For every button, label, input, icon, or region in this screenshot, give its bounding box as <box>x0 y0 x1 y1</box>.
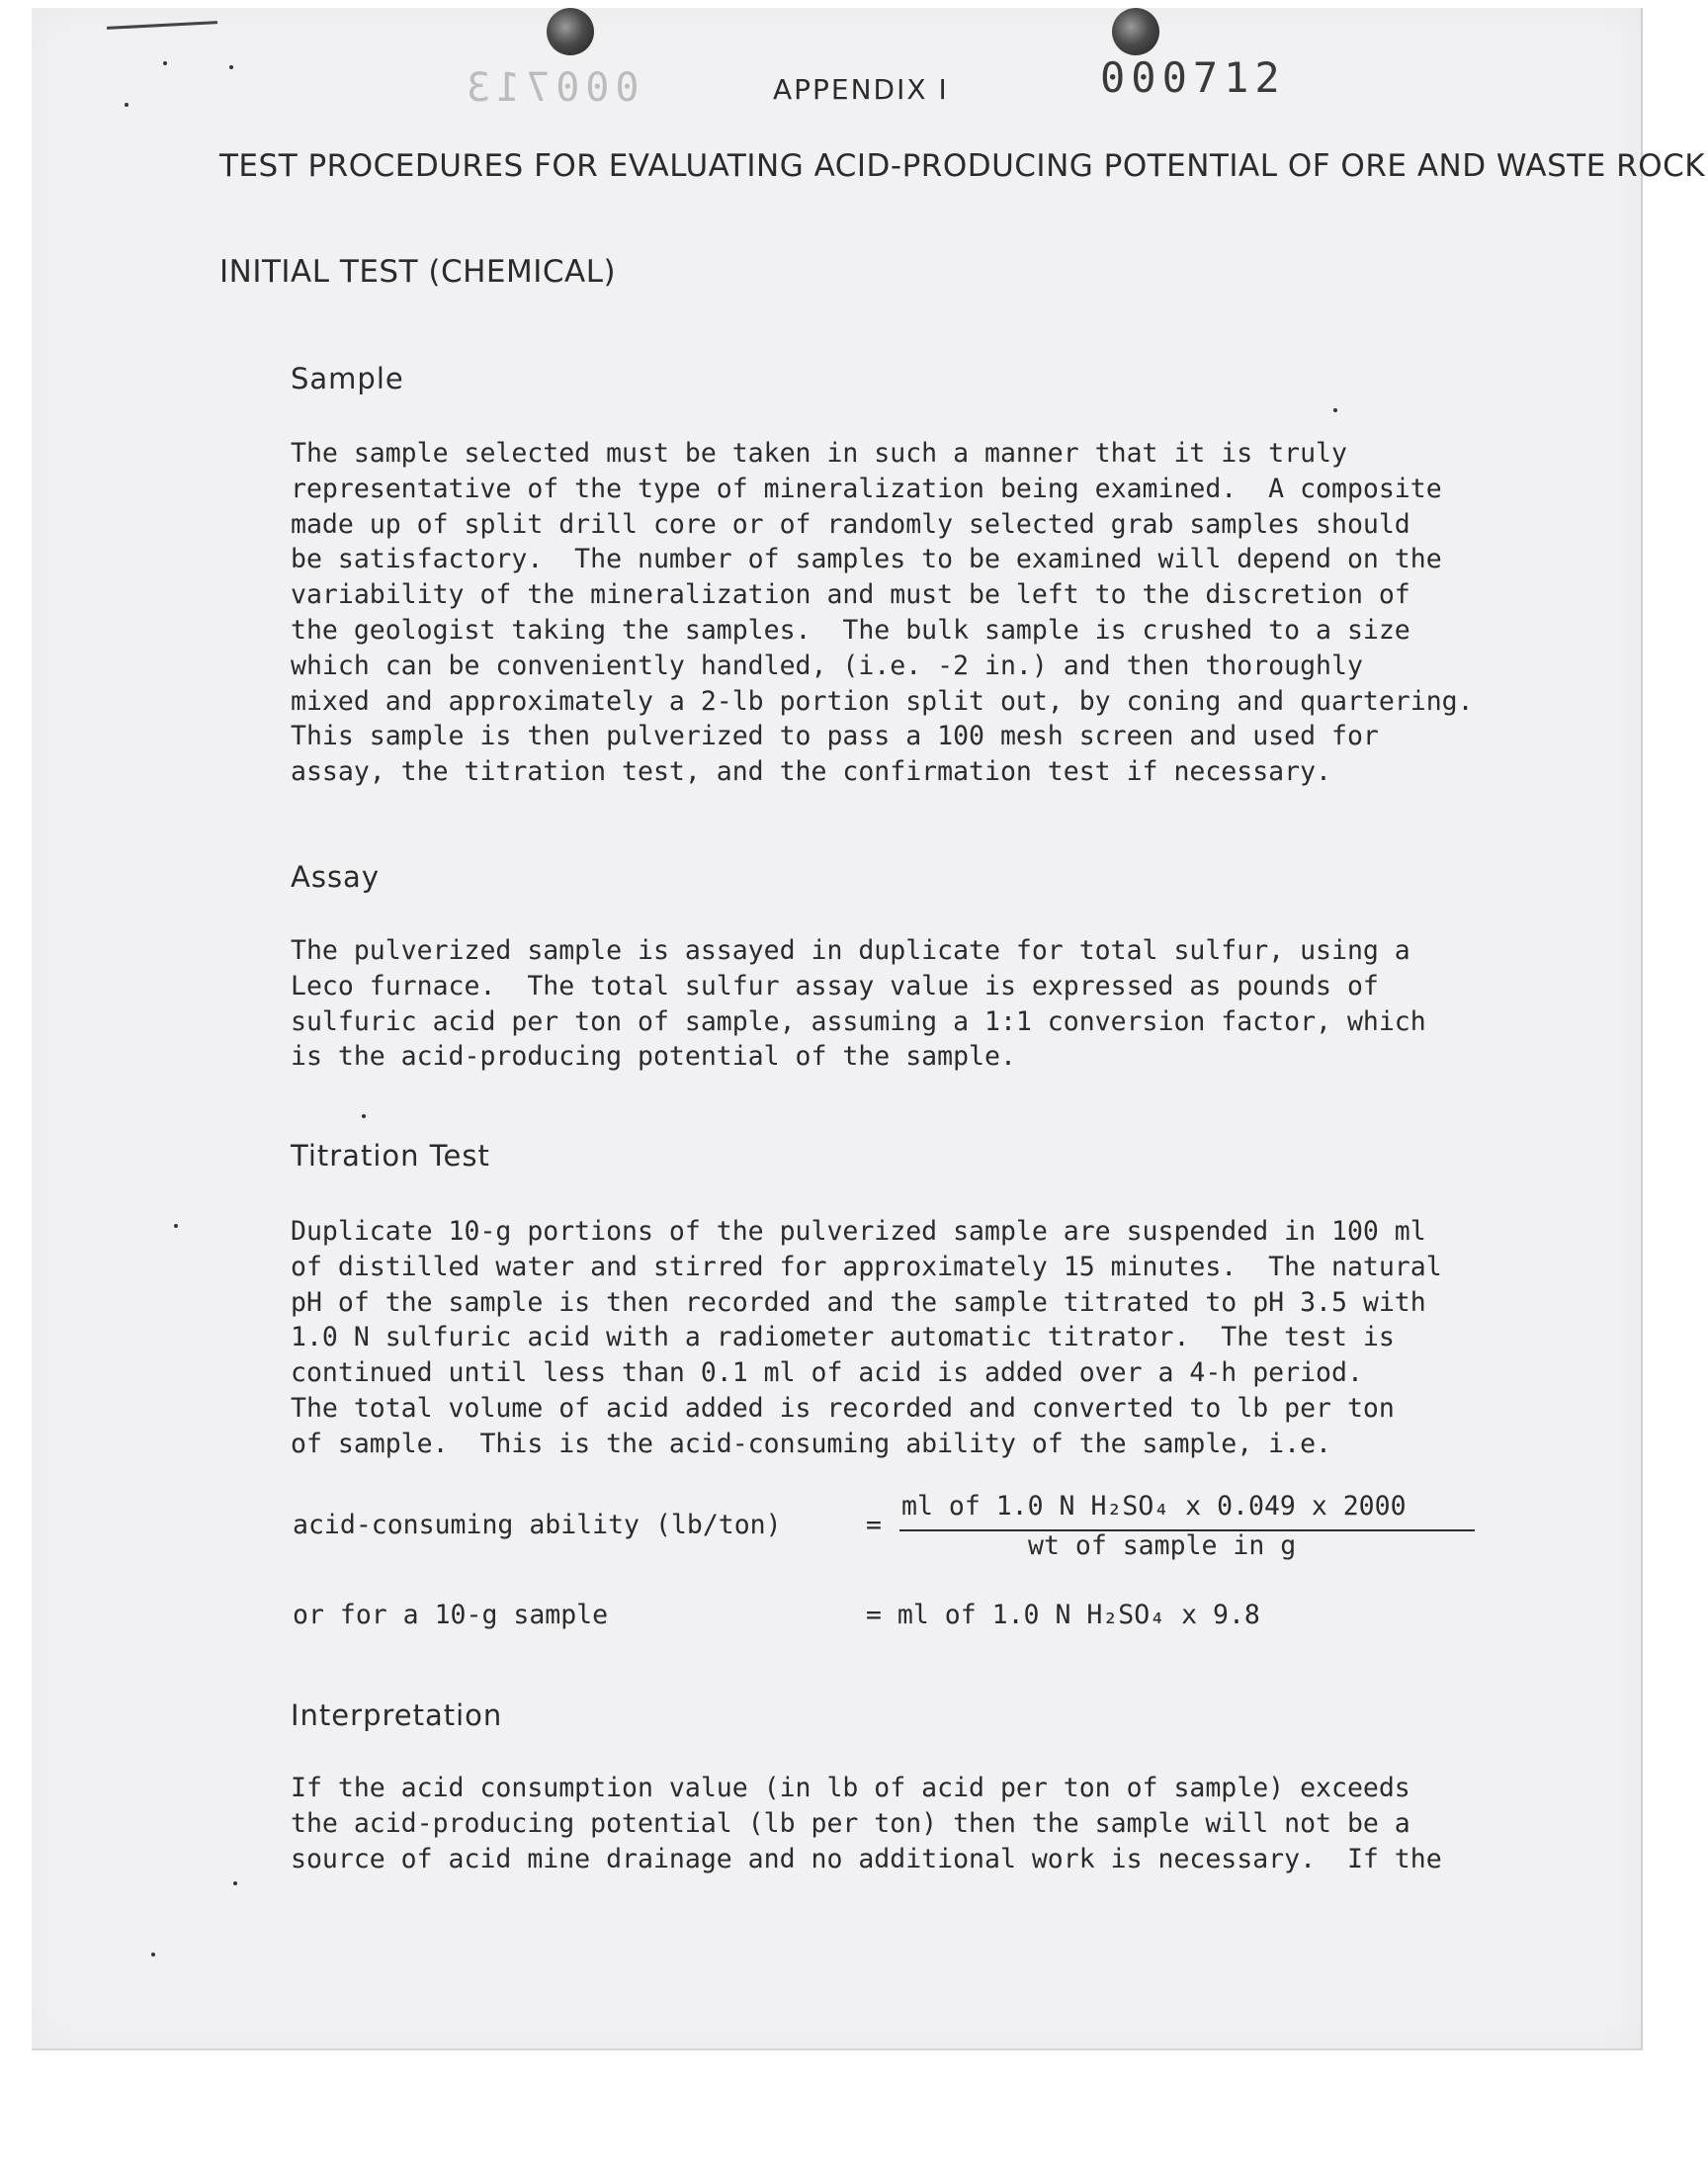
speck <box>163 61 167 65</box>
heading-titration-test: Titration Test <box>291 1139 490 1173</box>
formula-numerator: ml of 1.0 N H₂SO₄ x 0.049 x 2000 <box>901 1491 1407 1522</box>
formula-denominator: wt of sample in g <box>1028 1530 1297 1561</box>
section-title: INITIAL TEST (CHEMICAL) <box>219 254 617 290</box>
paragraph-titration: Duplicate 10-g portions of the pulverized sample are suspended in 100 ml of distilled water and stirred for approximately 15 minutes. The natural pH of the sample is then recorded and the sample titrated to pH 3.5 with 1.0 N sulfuric acid with a radiometer automatic titrator. The test is continued until less than 0.1 ml of acid is added over a 4-h period. The total volume of acid added is recorded and converted to lb per ton of sample. This is the acid-consuming ability of the sample, i.e. <box>291 1216 1442 1459</box>
speck <box>362 1114 366 1118</box>
appendix-label: APPENDIX I <box>773 73 949 106</box>
heading-sample: Sample <box>291 362 404 395</box>
speck <box>174 1224 178 1228</box>
speck <box>233 1881 237 1885</box>
speck <box>125 103 128 107</box>
paragraph-assay: The pulverized sample is assayed in duplicate for total sulfur, using a Leco furnace. The total sulfur assay value is expressed as pounds of sulfuric acid per ton of sample, assuming a 1:1 conversion factor, which is the acid-producing potential of the sample. <box>291 935 1426 1073</box>
punch-hole-left <box>547 8 594 55</box>
document-number: 000712 <box>1100 53 1286 102</box>
page-title: TEST PROCEDURES FOR EVALUATING ACID-PRODUCING POTENTIAL OF ORE AND WASTE ROCK <box>219 148 1706 184</box>
punch-hole-right <box>1112 8 1159 55</box>
formula-10g-label: or for a 10-g sample <box>293 1600 609 1630</box>
heading-assay: Assay <box>291 860 380 894</box>
speck <box>1333 408 1337 412</box>
formula-equals: = <box>866 1510 882 1540</box>
paragraph-sample: The sample selected must be taken in such a manner that it is truly representative of the type of mineralization being examined. A composite made up of split drill core or of randomly selected grab samples should be satisfactory. The number of samples to be examined will depend on the variability of the mineralization and must be left to the discretion of the geologist taking the samples. The bulk sample is crushed to a size which can be conveniently handled, (i.e. -2 in.) and then thoroughly mixed and approximately a 2-lb portion split out, by coning and quartering. This sample is then pulverized to pass a 100 mesh screen and used for assay, the titration test, and the confirmation test if necessary. <box>291 438 1474 788</box>
paragraph-interpretation: If the acid consumption value (in lb of acid per ton of sample) exceeds the acid-producing potential (lb per ton) then the sample will not be a source of acid mine drainage and no additional work is necessary. If the <box>291 1773 1442 1874</box>
speck <box>151 1953 155 1957</box>
ghost-document-number: 000713 <box>461 65 640 111</box>
speck <box>229 65 233 69</box>
heading-interpretation: Interpretation <box>291 1698 503 1732</box>
formula-10g-value: = ml of 1.0 N H₂SO₄ x 9.8 <box>866 1600 1260 1630</box>
formula-label: acid-consuming ability (lb/ton) <box>293 1510 782 1540</box>
